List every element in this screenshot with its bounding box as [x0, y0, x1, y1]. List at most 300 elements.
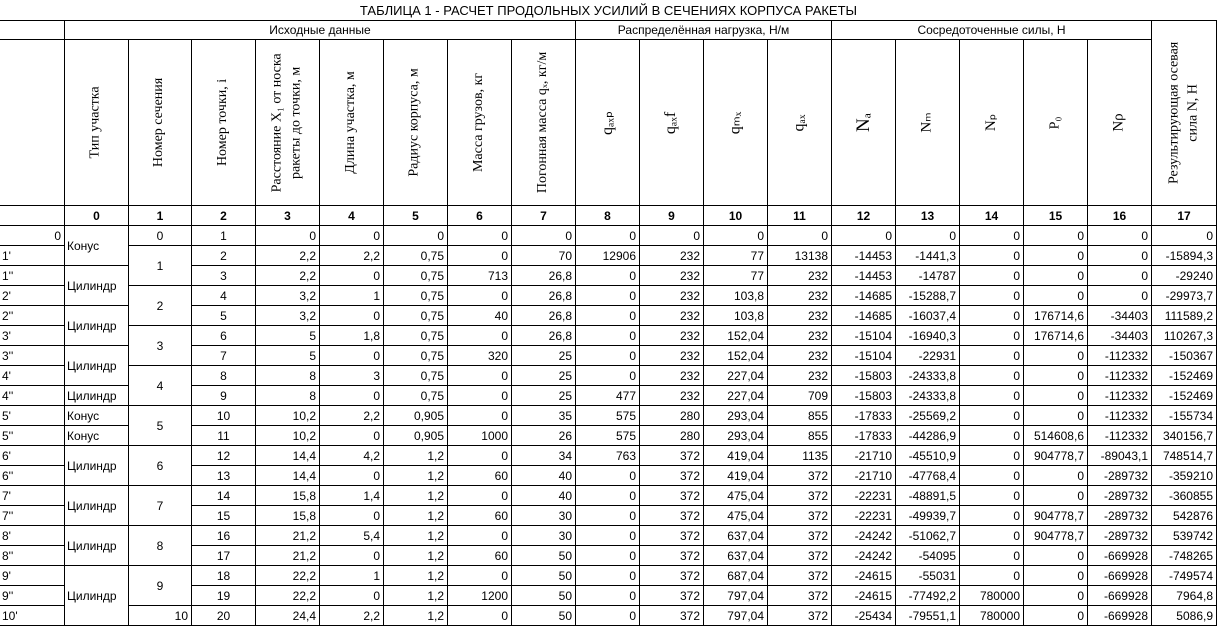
data-cell: 0 [320, 586, 384, 606]
data-cell: 77 [704, 266, 768, 286]
data-cell: 2 [192, 246, 256, 266]
data-cell: 539742 [1152, 526, 1217, 546]
data-cell: 0 [960, 446, 1024, 466]
data-cell: 40 [512, 466, 576, 486]
row-label: 0 [0, 226, 65, 246]
data-cell: 176714,6 [1024, 306, 1088, 326]
data-cell: 0 [448, 226, 512, 246]
data-cell: 110267,3 [1152, 326, 1217, 346]
data-cell: 232 [640, 306, 704, 326]
column-header-2-text: Номер точки, i [215, 78, 231, 167]
group-source-data: Исходные данные [65, 21, 576, 40]
data-cell: 22,2 [256, 586, 320, 606]
data-cell: 8 [256, 366, 320, 386]
column-header-16-text: Nρ [1110, 113, 1127, 132]
section-number: 6 [129, 446, 192, 486]
segment-type-cell: Цилиндр [65, 266, 129, 306]
section-number: 8 [129, 526, 192, 566]
row-label: 7'' [0, 506, 65, 526]
data-cell: 0 [960, 526, 1024, 546]
data-cell: 0,75 [384, 386, 448, 406]
data-cell: -669928 [1088, 546, 1152, 566]
data-cell: 280 [640, 426, 704, 446]
column-number-16: 16 [1088, 206, 1152, 226]
data-cell: 1135 [768, 446, 832, 466]
data-cell: 1,8 [320, 326, 384, 346]
data-cell: 3,2 [256, 286, 320, 306]
data-cell: 1,2 [384, 606, 448, 626]
data-cell: 340156,7 [1152, 426, 1217, 446]
data-cell: 232 [640, 246, 704, 266]
data-cell: 372 [768, 506, 832, 526]
data-cell: 0 [960, 566, 1024, 586]
data-cell: -15104 [832, 346, 896, 366]
data-cell: 227,04 [704, 386, 768, 406]
data-cell: 0 [960, 366, 1024, 386]
row-label: 3'' [0, 346, 65, 366]
data-cell: 0 [960, 226, 1024, 246]
data-cell: 855 [768, 406, 832, 426]
column-header-11 [768, 40, 832, 206]
data-cell: 8 [192, 366, 256, 386]
data-cell: 18 [192, 566, 256, 586]
data-cell: 0,905 [384, 426, 448, 446]
data-cell: -669928 [1088, 606, 1152, 626]
column-header-3-text: Расстояние X₁ от носка ракеты до точки, м [269, 52, 304, 193]
data-cell: 0 [576, 366, 640, 386]
column-number-7: 7 [512, 206, 576, 226]
segment-type-cell: Цилиндр [65, 486, 129, 526]
data-cell: -14685 [832, 306, 896, 326]
data-cell: 2,2 [256, 266, 320, 286]
column-header-1 [129, 40, 192, 206]
data-cell: 0 [640, 226, 704, 246]
data-cell: -1441,3 [896, 246, 960, 266]
column-header-14 [960, 40, 1024, 206]
data-cell: 0 [1024, 246, 1088, 266]
data-cell: 763 [576, 446, 640, 466]
data-cell: 26,8 [512, 266, 576, 286]
data-cell: 70 [512, 246, 576, 266]
data-cell: 0 [320, 266, 384, 286]
data-cell: 232 [768, 346, 832, 366]
data-cell: 2,2 [256, 246, 320, 266]
data-cell: 575 [576, 406, 640, 426]
data-cell: 232 [640, 366, 704, 386]
data-cell: 103,8 [704, 306, 768, 326]
column-number-10: 10 [704, 206, 768, 226]
data-cell: 0,75 [384, 266, 448, 286]
data-cell: 26,8 [512, 286, 576, 306]
data-cell: 0 [768, 226, 832, 246]
data-cell: 0 [448, 246, 512, 266]
section-number: 3 [129, 326, 192, 366]
data-cell: 21,2 [256, 546, 320, 566]
data-cell: 780000 [960, 606, 1024, 626]
data-cell: 12 [192, 446, 256, 466]
column-header-12-text: Nₐ [852, 113, 874, 132]
data-cell: 475,04 [704, 506, 768, 526]
data-cell: -150367 [1152, 346, 1217, 366]
data-cell: 1 [320, 566, 384, 586]
data-cell: 3,2 [256, 306, 320, 326]
data-cell: 0 [960, 266, 1024, 286]
data-cell: -24242 [832, 526, 896, 546]
data-cell: -29973,7 [1152, 286, 1217, 306]
data-cell: 0 [960, 486, 1024, 506]
data-cell: 372 [768, 566, 832, 586]
data-cell: 0 [1152, 226, 1217, 246]
data-cell: -24333,8 [896, 386, 960, 406]
data-cell: -112332 [1088, 346, 1152, 366]
data-cell: 10,2 [256, 406, 320, 426]
data-cell: -112332 [1088, 366, 1152, 386]
data-cell: 232 [768, 326, 832, 346]
column-number-14: 14 [960, 206, 1024, 226]
group-blank [0, 21, 65, 40]
data-cell: 797,04 [704, 586, 768, 606]
data-cell: 1,2 [384, 566, 448, 586]
column-header-2 [192, 40, 256, 206]
data-cell: 15,8 [256, 506, 320, 526]
number-row-blank [0, 206, 65, 226]
data-cell: -34403 [1088, 306, 1152, 326]
data-cell: 25 [512, 386, 576, 406]
data-cell: 232 [768, 306, 832, 326]
data-cell: 575 [576, 426, 640, 446]
data-cell: 372 [640, 486, 704, 506]
data-cell: 372 [640, 466, 704, 486]
column-header-15-text: P₀ [1047, 116, 1063, 129]
segment-type-cell: Конус [65, 406, 129, 426]
data-cell: 6 [192, 326, 256, 346]
data-cell: -21710 [832, 446, 896, 466]
section-number: 2 [129, 286, 192, 326]
data-cell: 13 [192, 466, 256, 486]
data-cell: 0 [960, 346, 1024, 366]
data-cell: -15894,3 [1152, 246, 1217, 266]
data-cell: 797,04 [704, 606, 768, 626]
data-cell: -51062,7 [896, 526, 960, 546]
data-cell: 0 [960, 546, 1024, 566]
data-cell: 0 [1088, 226, 1152, 246]
data-cell: 152,04 [704, 326, 768, 346]
data-cell: -22231 [832, 486, 896, 506]
data-cell: -15104 [832, 326, 896, 346]
data-cell: 477 [576, 386, 640, 406]
data-cell: 10,2 [256, 426, 320, 446]
segment-type-cell: Цилиндр [65, 346, 129, 386]
data-cell: 0 [448, 606, 512, 626]
data-cell: -152469 [1152, 386, 1217, 406]
data-cell: 7 [192, 346, 256, 366]
data-cell: -14685 [832, 286, 896, 306]
data-cell: 0 [1088, 286, 1152, 306]
data-cell: 60 [448, 506, 512, 526]
column-header-0 [65, 40, 129, 206]
data-cell: 2,2 [320, 246, 384, 266]
data-cell: 176714,6 [1024, 326, 1088, 346]
data-cell: -17833 [832, 426, 896, 446]
data-cell: 372 [768, 486, 832, 506]
group-distributed-load: Распределённая нагрузка, Н/м [576, 21, 832, 40]
data-cell: -14787 [896, 266, 960, 286]
data-cell: -25569,2 [896, 406, 960, 426]
data-cell: 3 [192, 266, 256, 286]
section-number-last: 10 [129, 606, 192, 626]
data-cell: 26 [512, 426, 576, 446]
section-number: 4 [129, 366, 192, 406]
segment-type-cell: Цилиндр [65, 306, 129, 346]
data-cell: 0 [576, 226, 640, 246]
data-cell: 0 [960, 246, 1024, 266]
data-cell: 0 [1024, 286, 1088, 306]
data-cell: 103,8 [704, 286, 768, 306]
segment-type-cell: Цилиндр [65, 566, 129, 626]
data-cell: 14 [192, 486, 256, 506]
data-cell: 0 [448, 486, 512, 506]
data-cell: -359210 [1152, 466, 1217, 486]
data-cell: -49939,7 [896, 506, 960, 526]
data-cell: 748514,7 [1152, 446, 1217, 466]
data-cell: 1,4 [320, 486, 384, 506]
data-cell: 0 [576, 606, 640, 626]
segment-type-cell: Конус [65, 426, 129, 446]
data-cell: 372 [640, 506, 704, 526]
data-cell: 0 [576, 486, 640, 506]
column-header-6 [448, 40, 512, 206]
data-cell: -21710 [832, 466, 896, 486]
data-cell: 15 [192, 506, 256, 526]
data-cell: -14453 [832, 246, 896, 266]
data-cell: 227,04 [704, 366, 768, 386]
column-header-7 [512, 40, 576, 206]
data-cell: -155734 [1152, 406, 1217, 426]
data-cell: 372 [768, 526, 832, 546]
data-cell: -25434 [832, 606, 896, 626]
column-header-14-text: Nₚ [982, 113, 999, 132]
data-cell: 687,04 [704, 566, 768, 586]
data-cell: -289732 [1088, 526, 1152, 546]
data-cell: 709 [768, 386, 832, 406]
column-number-2: 2 [192, 206, 256, 226]
data-cell: 713 [448, 266, 512, 286]
data-cell: 0 [576, 326, 640, 346]
column-header-8-text: qₐₓₚ [598, 110, 616, 135]
data-cell: 0 [960, 386, 1024, 406]
column-number-9: 9 [640, 206, 704, 226]
data-cell: 372 [640, 586, 704, 606]
data-cell: 77 [704, 246, 768, 266]
data-cell: 0 [1024, 406, 1088, 426]
row-label: 4' [0, 366, 65, 386]
data-cell: -47768,4 [896, 466, 960, 486]
column-header-6-text: Масса грузов, кг [471, 72, 487, 173]
data-cell: 35 [512, 406, 576, 426]
row-label: 6'' [0, 466, 65, 486]
data-cell: -45510,9 [896, 446, 960, 466]
data-cell: 26,8 [512, 306, 576, 326]
data-cell: 10 [192, 406, 256, 426]
data-cell: 0 [448, 386, 512, 406]
data-cell: 0 [960, 286, 1024, 306]
data-cell: 1 [320, 286, 384, 306]
column-header-15 [1024, 40, 1088, 206]
data-cell: -748265 [1152, 546, 1217, 566]
column-header-8 [576, 40, 640, 206]
data-cell: 0 [1088, 266, 1152, 286]
data-cell: 0 [576, 566, 640, 586]
row-label: 6' [0, 446, 65, 466]
data-cell: -15803 [832, 366, 896, 386]
data-cell: 372 [640, 566, 704, 586]
column-header-9-text: qₐₓf [662, 111, 680, 134]
data-cell: 0 [960, 506, 1024, 526]
data-cell: 0 [896, 226, 960, 246]
data-cell: 372 [640, 546, 704, 566]
data-cell: 0 [448, 326, 512, 346]
data-cell: 19 [192, 586, 256, 606]
header-blank [0, 40, 65, 206]
data-cell: 0 [576, 346, 640, 366]
data-cell: 17 [192, 546, 256, 566]
data-cell: 232 [640, 326, 704, 346]
data-cell: 0 [576, 546, 640, 566]
segment-type-cell: Цилиндр [65, 446, 129, 486]
data-cell: 232 [640, 266, 704, 286]
column-number-15: 15 [1024, 206, 1088, 226]
row-label: 9'' [0, 586, 65, 606]
data-cell: -89043,1 [1088, 446, 1152, 466]
group-concentrated-forces: Сосредоточенные силы, Н [832, 21, 1152, 40]
data-cell: 1 [192, 226, 256, 246]
data-cell: 5,4 [320, 526, 384, 546]
data-cell: 0 [320, 226, 384, 246]
row-label: 1'' [0, 266, 65, 286]
row-label: 3' [0, 326, 65, 346]
data-cell: 0 [1024, 226, 1088, 246]
data-cell: 60 [448, 546, 512, 566]
data-cell: 0,75 [384, 286, 448, 306]
data-cell: 419,04 [704, 446, 768, 466]
data-cell: 0 [576, 286, 640, 306]
column-number-12: 12 [832, 206, 896, 226]
row-label: 5'' [0, 426, 65, 446]
column-header-3 [256, 40, 320, 206]
data-cell: 152,04 [704, 346, 768, 366]
data-cell: 0 [576, 266, 640, 286]
data-cell: 0,905 [384, 406, 448, 426]
data-cell: 0 [1024, 586, 1088, 606]
data-cell: -14453 [832, 266, 896, 286]
column-number-4: 4 [320, 206, 384, 226]
data-cell: 0 [1024, 266, 1088, 286]
data-cell: 0 [1088, 246, 1152, 266]
data-cell: 542876 [1152, 506, 1217, 526]
data-cell: -289732 [1088, 506, 1152, 526]
data-cell: 16 [192, 526, 256, 546]
data-cell: -749574 [1152, 566, 1217, 586]
data-cell: 372 [640, 526, 704, 546]
column-header-11-text: qₐₓ [790, 113, 808, 132]
data-cell: 232 [640, 346, 704, 366]
data-cell: 0 [384, 226, 448, 246]
data-cell: 0 [576, 526, 640, 546]
column-header-17-text: Результирующая осевая сила N, Н [1166, 41, 1201, 185]
data-cell: 26,8 [512, 326, 576, 346]
section-number: 9 [129, 566, 192, 606]
data-cell: -112332 [1088, 406, 1152, 426]
data-cell: 40 [512, 486, 576, 506]
column-number-6: 6 [448, 206, 512, 226]
data-cell: 50 [512, 546, 576, 566]
data-cell: 0 [256, 226, 320, 246]
data-cell: 1,2 [384, 446, 448, 466]
data-cell: -24333,8 [896, 366, 960, 386]
data-cell: 50 [512, 606, 576, 626]
data-cell: 5 [256, 346, 320, 366]
data-cell: 0 [960, 466, 1024, 486]
section-number: 5 [129, 406, 192, 446]
data-cell: 0 [448, 446, 512, 466]
data-cell: 25 [512, 366, 576, 386]
column-header-1-text: Номер сечения [151, 77, 167, 168]
column-header-10 [704, 40, 768, 206]
data-cell: 0,75 [384, 366, 448, 386]
data-cell: 34 [512, 446, 576, 466]
data-cell: -17833 [832, 406, 896, 426]
data-cell: 25 [512, 346, 576, 366]
data-cell: 30 [512, 526, 576, 546]
data-cell: -15288,7 [896, 286, 960, 306]
row-label: 2'' [0, 306, 65, 326]
data-cell: 1,2 [384, 546, 448, 566]
data-cell: 0 [960, 406, 1024, 426]
data-cell: 4 [192, 286, 256, 306]
data-cell: 0,75 [384, 306, 448, 326]
data-cell: 0 [448, 566, 512, 586]
data-cell: -54095 [896, 546, 960, 566]
data-cell: -112332 [1088, 386, 1152, 406]
data-cell: 475,04 [704, 486, 768, 506]
data-cell: 0 [960, 426, 1024, 446]
data-cell: 0 [960, 326, 1024, 346]
data-cell: 0 [576, 506, 640, 526]
data-cell: 0 [576, 306, 640, 326]
data-cell: 60 [448, 466, 512, 486]
data-cell: 14,4 [256, 446, 320, 466]
data-cell: -15803 [832, 386, 896, 406]
data-cell: 40 [448, 306, 512, 326]
data-cell: 12906 [576, 246, 640, 266]
data-cell: -360855 [1152, 486, 1217, 506]
column-header-13 [896, 40, 960, 206]
data-cell: -24242 [832, 546, 896, 566]
data-cell: 637,04 [704, 526, 768, 546]
data-cell: 30 [512, 506, 576, 526]
data-cell: 0 [320, 426, 384, 446]
data-cell: 3 [320, 366, 384, 386]
column-header-0-text: Тип участка [88, 86, 104, 159]
row-label: 7' [0, 486, 65, 506]
column-number-1: 1 [129, 206, 192, 226]
data-cell: 232 [768, 266, 832, 286]
data-cell: 4,2 [320, 446, 384, 466]
column-number-5: 5 [384, 206, 448, 226]
data-cell: 0 [576, 466, 640, 486]
column-header-16 [1088, 40, 1152, 206]
data-cell: -22231 [832, 506, 896, 526]
